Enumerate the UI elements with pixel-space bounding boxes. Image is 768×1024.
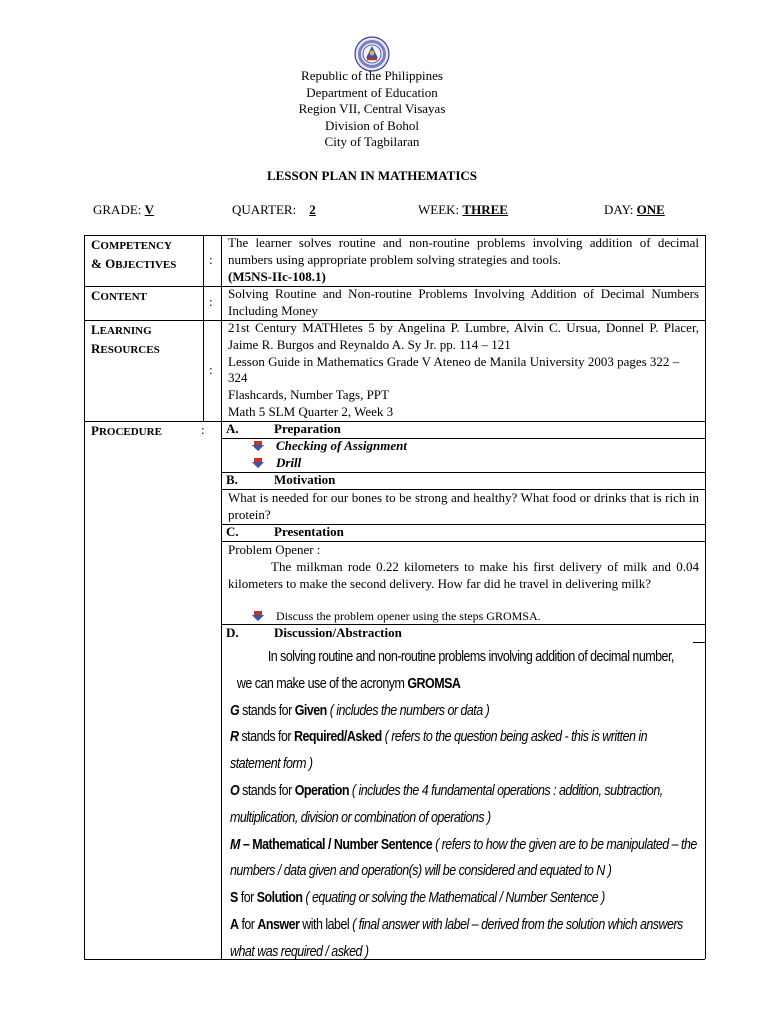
arrow-down-bullet-icon xyxy=(252,458,264,468)
learning-resources-label: LEARNING RESOURCES xyxy=(91,322,160,356)
document-header xyxy=(0,68,744,151)
week-value: THREE xyxy=(462,202,508,217)
table-border-left xyxy=(84,235,85,959)
resources-colon: : xyxy=(209,362,213,377)
gromsa-s: S for Solution ( equating or solving the Mathematical / Number Sentence ) xyxy=(230,890,605,907)
section-b-title: Motivation xyxy=(274,472,336,487)
gromsa-intro: In solving routine and non-routine problems involving addition of decimal number, xyxy=(267,649,674,665)
gromsa-o-cont: multiplication, division or combination of operations ) xyxy=(230,809,491,826)
bullet-item: Discuss the problem opener using the steps GROMSA. xyxy=(252,609,541,624)
header-line-city: City of Tagbilaran xyxy=(324,134,420,150)
arrow-down-bullet-icon xyxy=(252,441,264,451)
section-d-title: Discussion/Abstraction xyxy=(274,625,402,640)
problem-opener-label: Problem Opener : xyxy=(228,542,321,557)
resource-line: 21st Century MATHletes 5 by Angelina P. Lumbre, Alvin C. Ursua, Donnel P. Placer, Jaime R. Burgos and Reynaldo A. Sy Jr. pp. 114 – 121 xyxy=(228,320,699,352)
gromsa-a: A for Answer with label ( final answer with label – derived from the solution which answers xyxy=(230,916,683,933)
quarter-label: QUARTER: xyxy=(232,202,297,217)
section-b-letter: B. xyxy=(226,472,238,487)
grade-field xyxy=(93,202,154,218)
gromsa-a-cont: what was required / asked ) xyxy=(230,943,369,960)
content-text: Solving Routine and Non-routine Problems Involving Addition of Decimal Numbers Including Money xyxy=(228,286,699,318)
header-line-division: Division of Bohol xyxy=(325,117,419,133)
competency-label: COMPETENCY & OBJECTIVES xyxy=(91,237,177,271)
quarter-value: 2 xyxy=(309,202,316,217)
section-d-letter: D. xyxy=(226,625,239,640)
bullet-item: Drill xyxy=(252,455,301,471)
gromsa-g: G stands for Given ( includes the numbers or data ) xyxy=(230,702,490,719)
document-title: LESSON PLAN IN MATHEMATICS xyxy=(266,168,478,183)
competency-code: (M5NS-IIc-108.1) xyxy=(228,268,326,284)
motivation-text: What is needed for our bones to be strong and healthy? What food or drinks that is rich in protein? xyxy=(228,490,699,522)
deped-seal-logo xyxy=(354,36,390,72)
procedure-label: PROCEDURE xyxy=(91,423,162,438)
section-a-title: Preparation xyxy=(274,421,341,436)
arrow-down-bullet-icon xyxy=(252,611,264,621)
header-line-republic: Republic of the Philippines xyxy=(301,68,443,83)
gromsa-r-cont: statement form ) xyxy=(230,756,313,773)
gromsa-intro: we can make use of the acronym GROMSA xyxy=(236,675,461,692)
gromsa-r: R stands for Required/Asked ( refers to the question being asked - this is written in xyxy=(230,729,648,746)
grade-label: GRADE: xyxy=(93,202,142,217)
bullet-item: Checking of Assignment xyxy=(252,438,407,454)
gromsa-m: M – Mathematical / Number Sentence ( refers to how the given are to be manipulated – the xyxy=(230,836,697,853)
grade-value: V xyxy=(144,202,155,217)
resources-text xyxy=(228,320,699,421)
section-c-letter: C. xyxy=(226,524,239,539)
header-line-region: Region VII, Central Visayas xyxy=(298,101,446,117)
resource-line: Flashcards, Number Tags, PPT xyxy=(228,387,389,403)
content-label: CONTENT xyxy=(91,288,147,303)
gromsa-o: O stands for Operation ( includes the 4 fundamental operations : addition, subtraction, xyxy=(230,782,663,799)
week-field xyxy=(418,202,508,218)
resource-line: Lesson Guide in Mathematics Grade V Ateneo de Manila University 2003 pages 322 – 324 xyxy=(228,353,680,386)
day-label: DAY: xyxy=(604,202,634,217)
gromsa-scanned-image xyxy=(230,644,697,960)
content-colon: : xyxy=(209,294,213,309)
section-a-letter: A. xyxy=(226,421,239,436)
week-label: WEEK: xyxy=(418,202,460,217)
section-c-title: Presentation xyxy=(274,524,344,539)
procedure-colon: : xyxy=(201,422,205,437)
problem-opener-text: The milkman rode 0.22 kilometers to make his first delivery of milk and 0.04 kilometers to make the second delivery. How far did he travel in delivering milk? xyxy=(228,559,699,591)
resource-line: Math 5 SLM Quarter 2, Week 3 xyxy=(228,403,394,419)
competency-colon: : xyxy=(209,252,213,267)
subrow-divider xyxy=(693,642,705,643)
competency-text: The learner solves routine and non-routine problems involving addition of decimal numbers using appropriate problem solving strategies and tools. (M5NS-IIc-108.1) xyxy=(228,235,699,284)
quarter-field xyxy=(232,202,316,218)
gromsa-m-cont: numbers / data given and operation(s) will be considered and equated to N ) xyxy=(230,863,612,880)
day-field xyxy=(604,202,665,218)
table-border-right xyxy=(705,235,706,959)
day-value: ONE xyxy=(636,202,665,217)
header-line-department: Department of Education xyxy=(306,84,438,100)
content-column-divider xyxy=(221,235,222,959)
colon-column-divider xyxy=(203,235,204,421)
